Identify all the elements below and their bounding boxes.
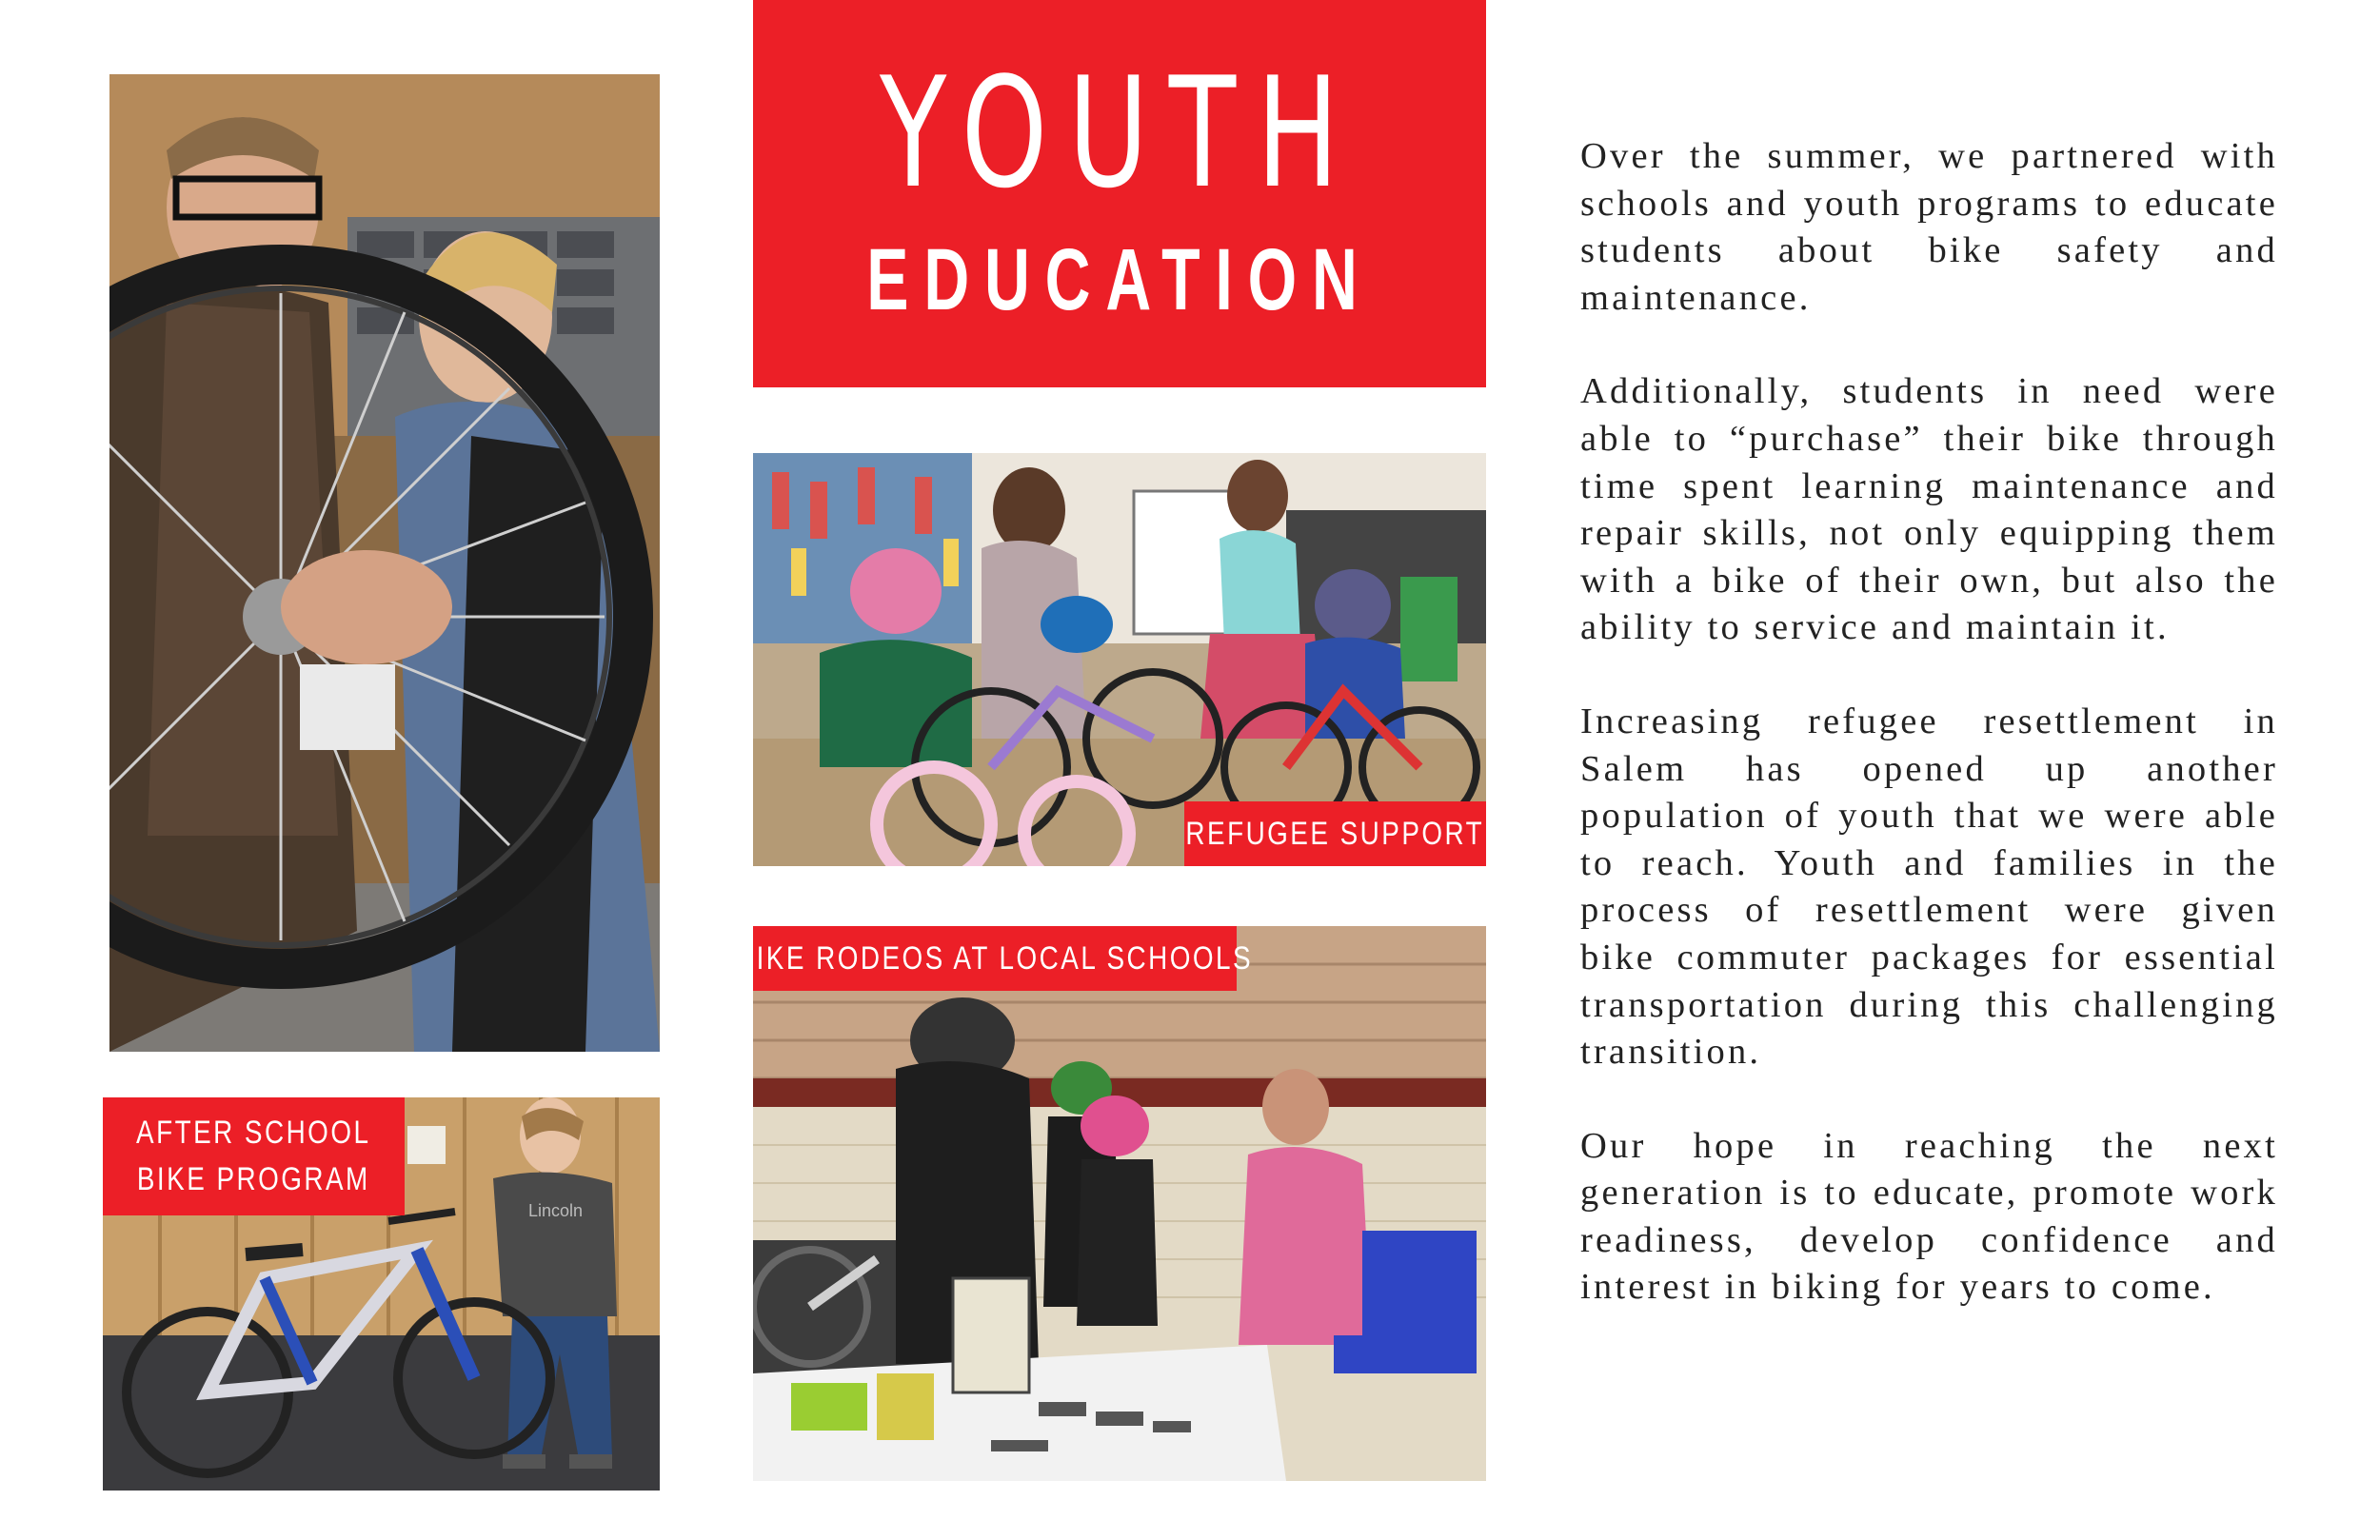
title-education: EDUCATION [866,231,1373,328]
caption-after-school-line2: BIKE PROGRAM [137,1161,370,1197]
caption-refugee-support [1184,801,1486,866]
photo-wheel-repair [109,74,660,1052]
caption-after-school-line1: AFTER SCHOOL [136,1114,371,1151]
caption-rodeos-text: BIKE RODEOS AT LOCAL SCHOOLS [736,940,1254,977]
photo-tshirt-text: Lincoln [528,1201,584,1220]
paragraph-summer: Over the summer, we partnered with schools and youth programs to educate students about bike safety and maintenance. [1580,136,2278,318]
paragraph-hope: Our hope in reaching the next generation is to educate, promote work readiness, develop confidence and interest in biking for years to come. [1580,1125,2278,1308]
title-block [753,0,1486,387]
caption-refugee-text: REFUGEE SUPPORT [1185,816,1485,852]
photo-bike-rodeos [753,926,1486,1481]
body-text [1580,133,2278,1358]
paragraph-refugee: Increasing refugee resettlement in Salem has opened up another population of youth that we were able to reach. Youth and families in the process of resettlement were given bike commuter packages for essential transportation during this challenging transition. [1580,701,2278,1073]
paragraph-purchase: Additionally, students in need were able to “purchase” their bike through time spent learning maintenance and repair skills, not only equipping them with a bike of their own, but also the ability to service and maintain it. [1580,371,2278,648]
caption-bike-rodeos [736,926,1254,991]
caption-after-school [103,1097,405,1215]
title-youth: YOUTH [879,44,1360,222]
